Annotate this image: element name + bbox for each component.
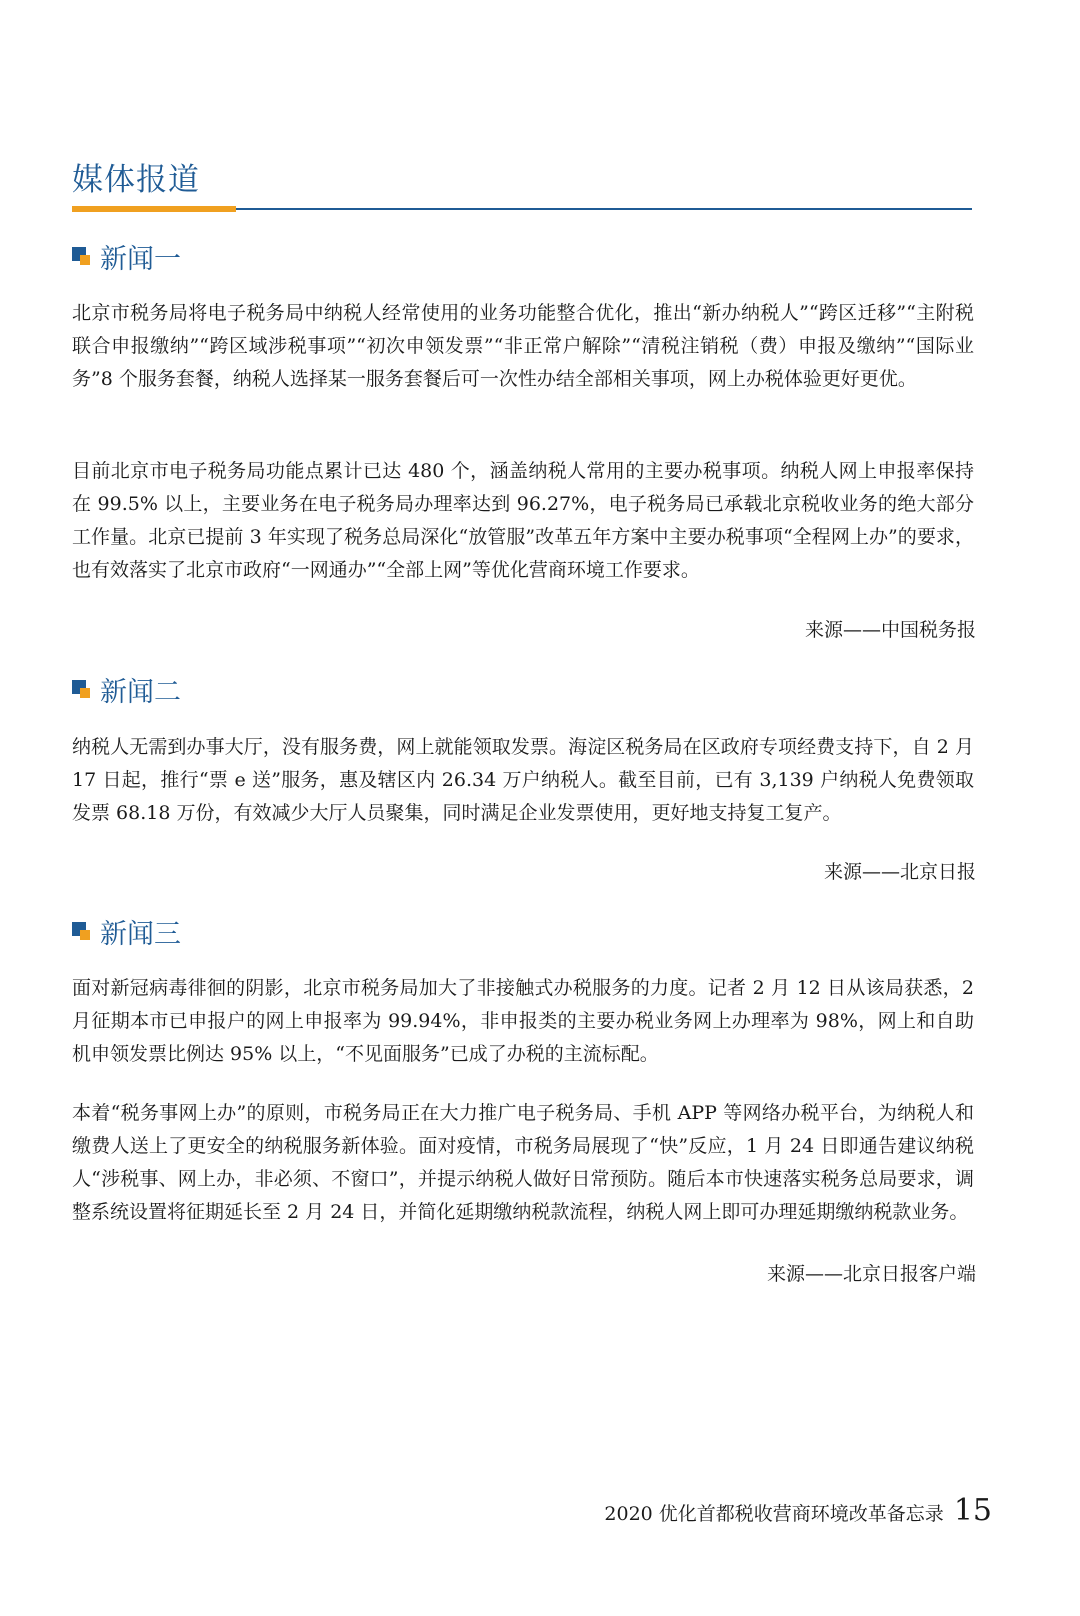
news-heading-3 [72, 912, 181, 951]
news-2-source: 来源——北京日报 [823, 861, 976, 883]
news-3-paragraph-1: 面对新冠病毒徘徊的阴影，北京市税务局加大了非接触式办税服务的力度。记者 2 月 12 日从该局获悉，2 月征期本市已申报户的网上申报率为 99.94%，非申报类的主要办税业务网上办理率为 98%，网上和自助机申领发票比例达 95% 以上，“不见面服务”已成了办税的主流标配。 [72, 977, 974, 1065]
square-bullet-icon [72, 680, 92, 700]
page-footer [604, 1493, 992, 1528]
news-1-paragraph-2: 目前北京市电子税务局功能点累计已达 480 个，涵盖纳税人常用的主要办税事项。纳税人网上申报率保持在 99.5% 以上，主要业务在电子税务局办理率达到 96.27%，电子税务局已承载北京税收业务的绝大部分工作量。北京已提前 3 年实现了税务总局深化“放管服”改革五年方案中主要办税事项“全程网上办”的要求，也有效落实了北京市政府“一网通办”“全部上网”等优化营商环境工作要求。 [72, 460, 974, 581]
news-heading-2 [72, 670, 181, 709]
title-divider-accent [72, 206, 236, 212]
news-1-paragraph-1: 北京市税务局将电子税务局中纳税人经常使用的业务功能整合优化，推出“新办纳税人”“跨区迁移”“主附税联合申报缴纳”“跨区域涉税事项”“初次申领发票”“非正常户解除”“清税注销税（费）申报及缴纳”“国际业务”8 个服务套餐，纳税人选择某一服务套餐后可一次性办结全部相关事项，网上办税体验更好更优。 [72, 302, 974, 390]
page-number: 15 [953, 1493, 992, 1528]
news-heading-1-label: 新闻一 [100, 244, 181, 275]
news-heading-2-label: 新闻二 [100, 677, 181, 708]
news-2-paragraph-1: 纳税人无需到办事大厅，没有服务费，网上就能领取发票。海淀区税务局在区政府专项经费支持下，自 2 月 17 日起，推行“票 e 送”服务，惠及辖区内 26.34 万户纳税人。截至目前，已有 3,139 户纳税人免费领取发票 68.18 万份，有效减少大厅人员聚集，同时满足企业发票使用，更好地支持复工复产。 [72, 736, 974, 824]
news-1-source: 来源——中国税务报 [804, 619, 976, 641]
square-bullet-icon [72, 922, 92, 942]
square-bullet-icon [72, 247, 92, 267]
news-heading-1 [72, 237, 181, 276]
news-3-paragraph-2: 本着“税务事网上办”的原则，市税务局正在大力推广电子税务局、手机 APP 等网络办税平台，为纳税人和缴费人送上了更安全的纳税服务新体验。面对疫情，市税务局展现了“快”反应，1 月 24 日即通告建议纳税人“涉税事、网上办，非必须、不窗口”，并提示纳税人做好日常预防。随后本市快速落实税务总局要求，调整系统设置将征期延长至 2 月 24 日，并简化延期缴纳税款流程，纳税人网上即可办理延期缴纳税款业务。 [72, 1102, 974, 1223]
page-title: 媒体报道 [72, 162, 200, 198]
news-heading-3-label: 新闻三 [100, 919, 181, 950]
footer-title: 2020 优化首都税收营商环境改革备忘录 [604, 1503, 944, 1525]
news-3-source: 来源——北京日报客户端 [766, 1263, 976, 1285]
